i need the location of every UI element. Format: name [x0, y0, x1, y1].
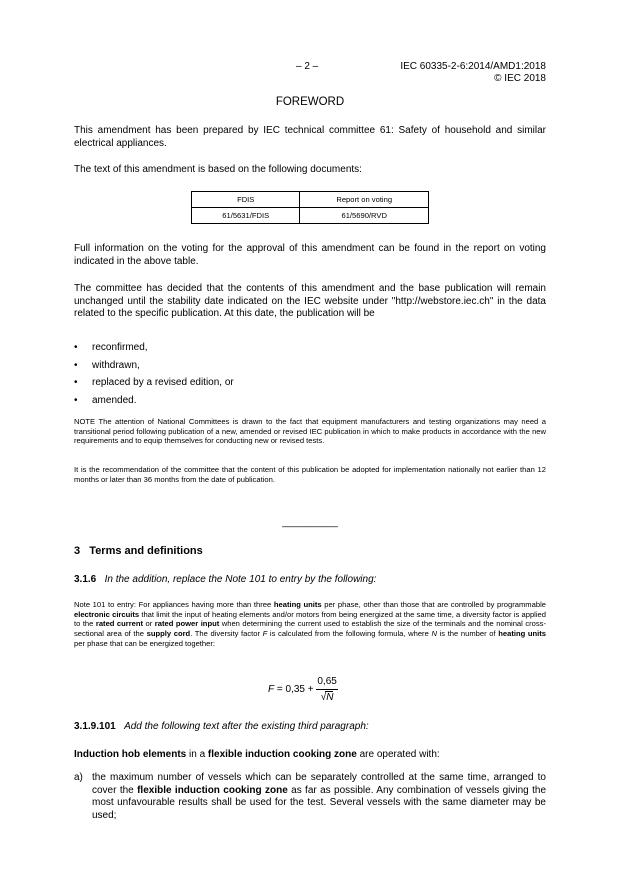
list-item-text: withdrawn,: [92, 360, 140, 371]
formula-numerator: 0,65: [316, 676, 337, 690]
paragraph-text: the maximum number of vessels which can be separately controlled at the same time, arranged to cover the: [92, 772, 546, 796]
table-cell: 61/5690/RVD: [300, 208, 429, 224]
note-text: per phase, other than those that are controlled by programmable: [321, 600, 546, 609]
defined-term: Induction hob elements: [74, 749, 187, 760]
defined-term: electronic circuits: [74, 609, 140, 619]
defined-term: rated power input: [154, 619, 220, 629]
list-item-text: [92, 772, 546, 822]
note-text: when determining the current used to establish the size of the terminals and the nominal cross-sectional area of the: [74, 619, 546, 639]
paragraph-text: as far as possible. Any combination of vessels giving the most unfavourable results shall be used for the test. Several vessels with the same diameter may be used;: [92, 784, 546, 821]
paragraph-text: are operated with:: [356, 749, 440, 760]
table-header-cell: Report on voting: [300, 192, 429, 208]
formula-lhs: F: [268, 684, 275, 695]
bullet-icon: •: [74, 360, 78, 371]
list-item-text: replaced by a revised edition, or: [92, 377, 234, 388]
foreword-paragraph-documents: The text of this amendment is based on the following documents:: [74, 164, 362, 175]
clause-instruction: In the addition, replace the Note 101 to entry by the following:: [104, 574, 377, 585]
list-item-text: reconfirmed,: [92, 342, 148, 353]
clause-number: 3.1.6: [74, 574, 97, 585]
formula-denominator: √N: [320, 692, 334, 703]
page-number: – 2 –: [296, 61, 319, 72]
clause-3-1-9-101: [74, 721, 369, 733]
paragraph-text: in a: [186, 749, 208, 760]
list-item-text: amended.: [92, 395, 137, 406]
note-text: . The diversity factor: [190, 629, 263, 639]
clause-instruction: Add the following text after the existing third paragraph:: [124, 721, 369, 732]
bullet-icon: •: [74, 377, 78, 388]
note-text: or: [143, 619, 155, 629]
note-text: is the number of: [436, 629, 499, 639]
foreword-paragraph-committee: This amendment has been prepared by IEC technical committee 61: Safety of household and similar electrical appliances.: [74, 125, 546, 149]
list-item-a: [74, 772, 546, 822]
formula-equals: = 0,35 +: [276, 684, 314, 695]
note-text: Note 101 to entry: For appliances having more than three: [74, 600, 274, 609]
defined-term: heating units: [273, 600, 322, 609]
section-separator: __________: [282, 517, 338, 528]
document-identifier: IEC 60335-2-6:2014/AMD1:2018: [400, 61, 546, 72]
table-header-row: [192, 192, 429, 208]
bullet-icon: •: [74, 342, 78, 353]
note-text: that limit the input of heating elements and/or motors from being energized at the same time, a diversity factor is applied to the: [74, 609, 546, 629]
defined-term: flexible induction cooking zone: [137, 784, 288, 796]
foreword-recommendation: It is the recommendation of the committee that the content of this publication be adopted for implementation nationally not earlier than 12 months or later than 36 months from the date of publication.: [74, 465, 546, 484]
formula-variable: N: [326, 692, 334, 703]
clause-number: 3.1.9.101: [74, 721, 116, 732]
foreword-title: FOREWORD: [275, 96, 345, 108]
list-label: a): [74, 772, 83, 783]
table-cell: 61/5631/FDIS: [192, 208, 300, 224]
diversity-factor-formula: [268, 676, 338, 704]
foreword-paragraph-voting: Full information on the voting for the approval of this amendment can be found in the report on voting indicated in the above table.: [74, 243, 546, 267]
section-heading: 3 Terms and definitions: [74, 545, 203, 557]
induction-hob-paragraph: [74, 749, 440, 761]
defined-term: flexible induction cooking zone: [207, 749, 357, 760]
formula-fraction: [316, 676, 337, 704]
table-row: [192, 208, 429, 224]
variable: F: [262, 629, 268, 639]
defined-term: heating units: [498, 629, 547, 639]
bullet-icon: •: [74, 395, 78, 406]
note-101-to-entry: [74, 600, 546, 649]
note-text: is calculated from the following formula, where: [267, 629, 432, 639]
copyright-notice: © IEC 2018: [494, 73, 546, 84]
note-text: per phase that can be energized together:: [74, 638, 216, 648]
defined-term: supply cord: [146, 629, 191, 639]
foreword-note: NOTE The attention of National Committees is drawn to the fact that equipment manufacturers and testing organizations may need a transitional period following publication of a new, amended or revised IEC publication in which to make products in accordance with the new requirements and to equip themselves for conducting new or revised tests.: [74, 417, 546, 446]
clause-3-1-6: [74, 574, 376, 586]
voting-documents-table: [191, 191, 429, 224]
foreword-paragraph-stability: The committee has decided that the contents of this amendment and the base publication will remain unchanged until the stability date indicated on the IEC website under "http://webstore.iec.ch" in the data related to the specific publication. At this date, the publication will be: [74, 283, 546, 320]
defined-term: rated current: [95, 619, 144, 629]
table-header-cell: FDIS: [192, 192, 300, 208]
variable: N: [431, 629, 437, 639]
